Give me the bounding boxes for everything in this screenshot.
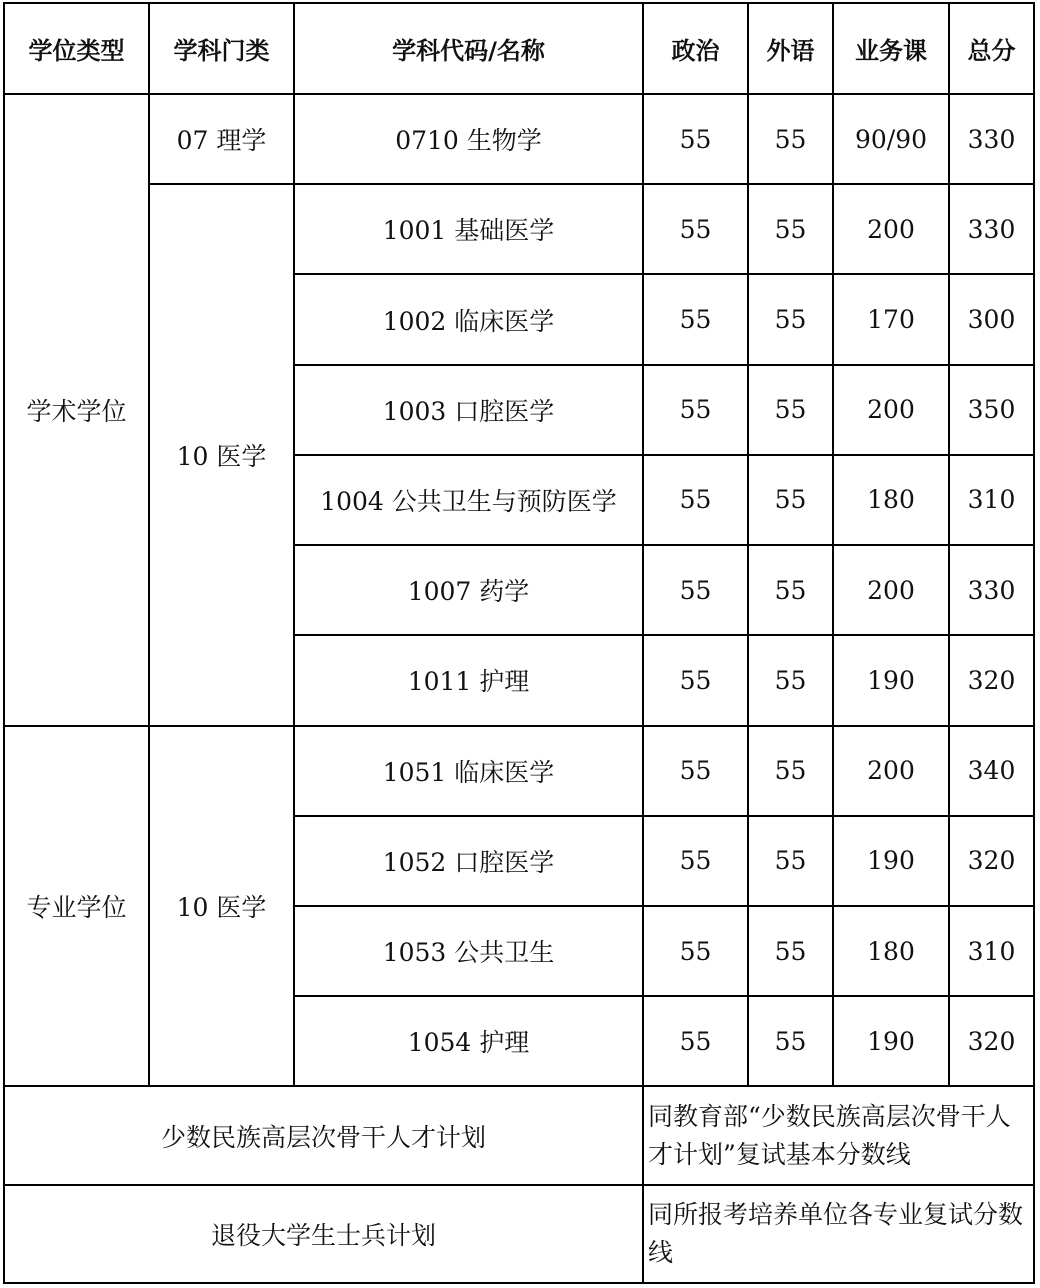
major-score: 180	[833, 906, 949, 996]
header-foreign-language: 外语	[748, 3, 833, 94]
politics-score: 55	[643, 365, 748, 455]
foreign-score: 55	[748, 635, 833, 725]
foreign-score: 55	[748, 184, 833, 274]
politics-score: 55	[643, 455, 748, 545]
politics-score: 55	[643, 816, 748, 906]
score-table	[3, 2, 1035, 1284]
discipline-code-name: 1001 基础医学	[294, 184, 643, 274]
special-plan-note: 同教育部“少数民族高层次骨干人才计划”复试基本分数线	[643, 1086, 1034, 1184]
discipline-code-name: 0710 生物学	[294, 94, 643, 184]
discipline-code-name: 1002 临床医学	[294, 274, 643, 364]
header-discipline-category: 学科门类	[149, 3, 294, 94]
politics-score: 55	[643, 274, 748, 364]
foreign-score: 55	[748, 996, 833, 1086]
total-score: 300	[949, 274, 1034, 364]
table-row	[4, 726, 1034, 816]
header-major-course: 业务课	[833, 3, 949, 94]
foreign-score: 55	[748, 545, 833, 635]
foreign-score: 55	[748, 274, 833, 364]
major-score: 190	[833, 635, 949, 725]
total-score: 310	[949, 455, 1034, 545]
foreign-score: 55	[748, 906, 833, 996]
major-score: 170	[833, 274, 949, 364]
discipline-code-name: 1007 药学	[294, 545, 643, 635]
total-score: 320	[949, 635, 1034, 725]
discipline-code-name: 1054 护理	[294, 996, 643, 1086]
special-plan-note: 同所报考培养单位各专业复试分数线	[643, 1185, 1034, 1283]
foreign-score: 55	[748, 455, 833, 545]
discipline-code-name: 1003 口腔医学	[294, 365, 643, 455]
total-score: 310	[949, 906, 1034, 996]
discipline-code-name: 1051 临床医学	[294, 726, 643, 816]
politics-score: 55	[643, 996, 748, 1086]
major-score: 180	[833, 455, 949, 545]
major-score: 190	[833, 816, 949, 906]
foreign-score: 55	[748, 94, 833, 184]
header-politics: 政治	[643, 3, 748, 94]
major-score: 200	[833, 184, 949, 274]
politics-score: 55	[643, 184, 748, 274]
foreign-score: 55	[748, 365, 833, 455]
politics-score: 55	[643, 635, 748, 725]
discipline-code-name: 1052 口腔医学	[294, 816, 643, 906]
special-plan-row	[4, 1086, 1034, 1184]
special-plan-name: 退役大学生士兵计划	[4, 1185, 643, 1283]
total-score: 340	[949, 726, 1034, 816]
header-total: 总分	[949, 3, 1034, 94]
politics-score: 55	[643, 94, 748, 184]
category-science: 07 理学	[149, 94, 294, 184]
major-score: 90/90	[833, 94, 949, 184]
foreign-score: 55	[748, 726, 833, 816]
major-score: 200	[833, 365, 949, 455]
table-row	[4, 94, 1034, 184]
politics-score: 55	[643, 906, 748, 996]
total-score: 330	[949, 94, 1034, 184]
politics-score: 55	[643, 726, 748, 816]
total-score: 330	[949, 545, 1034, 635]
special-plan-row	[4, 1185, 1034, 1283]
degree-type-academic: 学术学位	[4, 94, 149, 726]
foreign-score: 55	[748, 816, 833, 906]
header-row	[4, 3, 1034, 94]
total-score: 330	[949, 184, 1034, 274]
major-score: 190	[833, 996, 949, 1086]
total-score: 350	[949, 365, 1034, 455]
category-medicine-academic: 10 医学	[149, 184, 294, 725]
discipline-code-name: 1053 公共卫生	[294, 906, 643, 996]
total-score: 320	[949, 816, 1034, 906]
total-score: 320	[949, 996, 1034, 1086]
discipline-code-name: 1011 护理	[294, 635, 643, 725]
table-row	[4, 184, 1034, 274]
degree-type-professional: 专业学位	[4, 726, 149, 1087]
special-plan-name: 少数民族高层次骨干人才计划	[4, 1086, 643, 1184]
politics-score: 55	[643, 545, 748, 635]
category-medicine-professional: 10 医学	[149, 726, 294, 1087]
header-discipline-code-name: 学科代码/名称	[294, 3, 643, 94]
header-degree-type: 学位类型	[4, 3, 149, 94]
major-score: 200	[833, 545, 949, 635]
major-score: 200	[833, 726, 949, 816]
discipline-code-name: 1004 公共卫生与预防医学	[294, 455, 643, 545]
